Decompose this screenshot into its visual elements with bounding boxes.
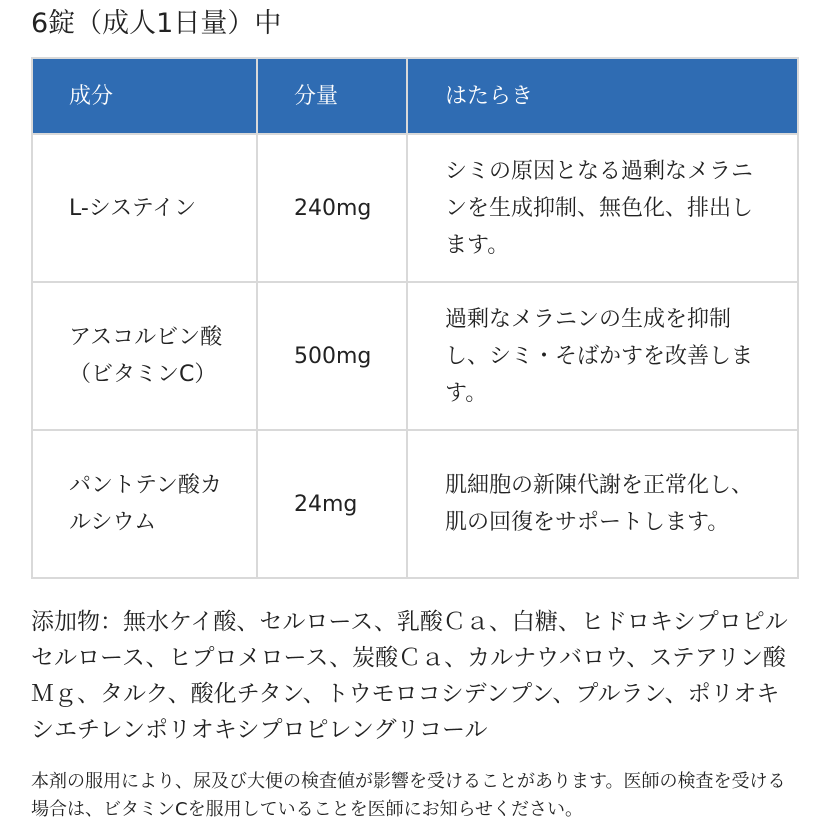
caution-note: 本剤の服用により、尿及び大便の検査値が影響を受けることがあります。医師の検査を受ける場合は、ビタミンCを服用していることを医師にお知らせください。 — [31, 771, 786, 820]
header-function: はたらき — [407, 58, 798, 134]
ingredient-amount: 240mg — [257, 134, 407, 282]
ingredient-amount: 24mg — [257, 430, 407, 578]
ingredient-name: L-システイン — [32, 134, 257, 282]
dosage-heading: 6錠（成人1日量）中 — [31, 8, 282, 39]
table-row — [32, 282, 798, 430]
table-header-row — [32, 58, 798, 134]
ingredients-table — [31, 57, 799, 579]
ingredient-name: アスコルビン酸（ビタミンC） — [32, 282, 257, 430]
header-amount: 分量 — [257, 58, 407, 134]
ingredient-function: 過剰なメラニンの生成を抑制し、シミ・そばかすを改善します。 — [407, 282, 798, 430]
table-row — [32, 430, 798, 578]
ingredient-function: シミの原因となる過剰なメラニンを生成抑制、無色化、排出します。 — [407, 134, 798, 282]
table-body — [32, 134, 798, 578]
table-header — [32, 58, 798, 134]
table-row — [32, 134, 798, 282]
ingredient-function: 肌細胞の新陳代謝を正常化し、肌の回復をサポートします。 — [407, 430, 798, 578]
additives-text: 添加物：無水ケイ酸、セルロース、乳酸Ｃａ、白糖、ヒドロキシプロピルセルロース、ヒプロメロース、炭酸Ｃａ、カルナウバロウ、ステアリン酸Ｍｇ、タルク、酸化チタン、トウモロコシデンプン、プルラン、ポリオキシエチレンポリオキシプロピレングリコール — [31, 609, 788, 743]
ingredient-amount: 500mg — [257, 282, 407, 430]
header-ingredient: 成分 — [32, 58, 257, 134]
ingredient-name: パントテン酸カルシウム — [32, 430, 257, 578]
